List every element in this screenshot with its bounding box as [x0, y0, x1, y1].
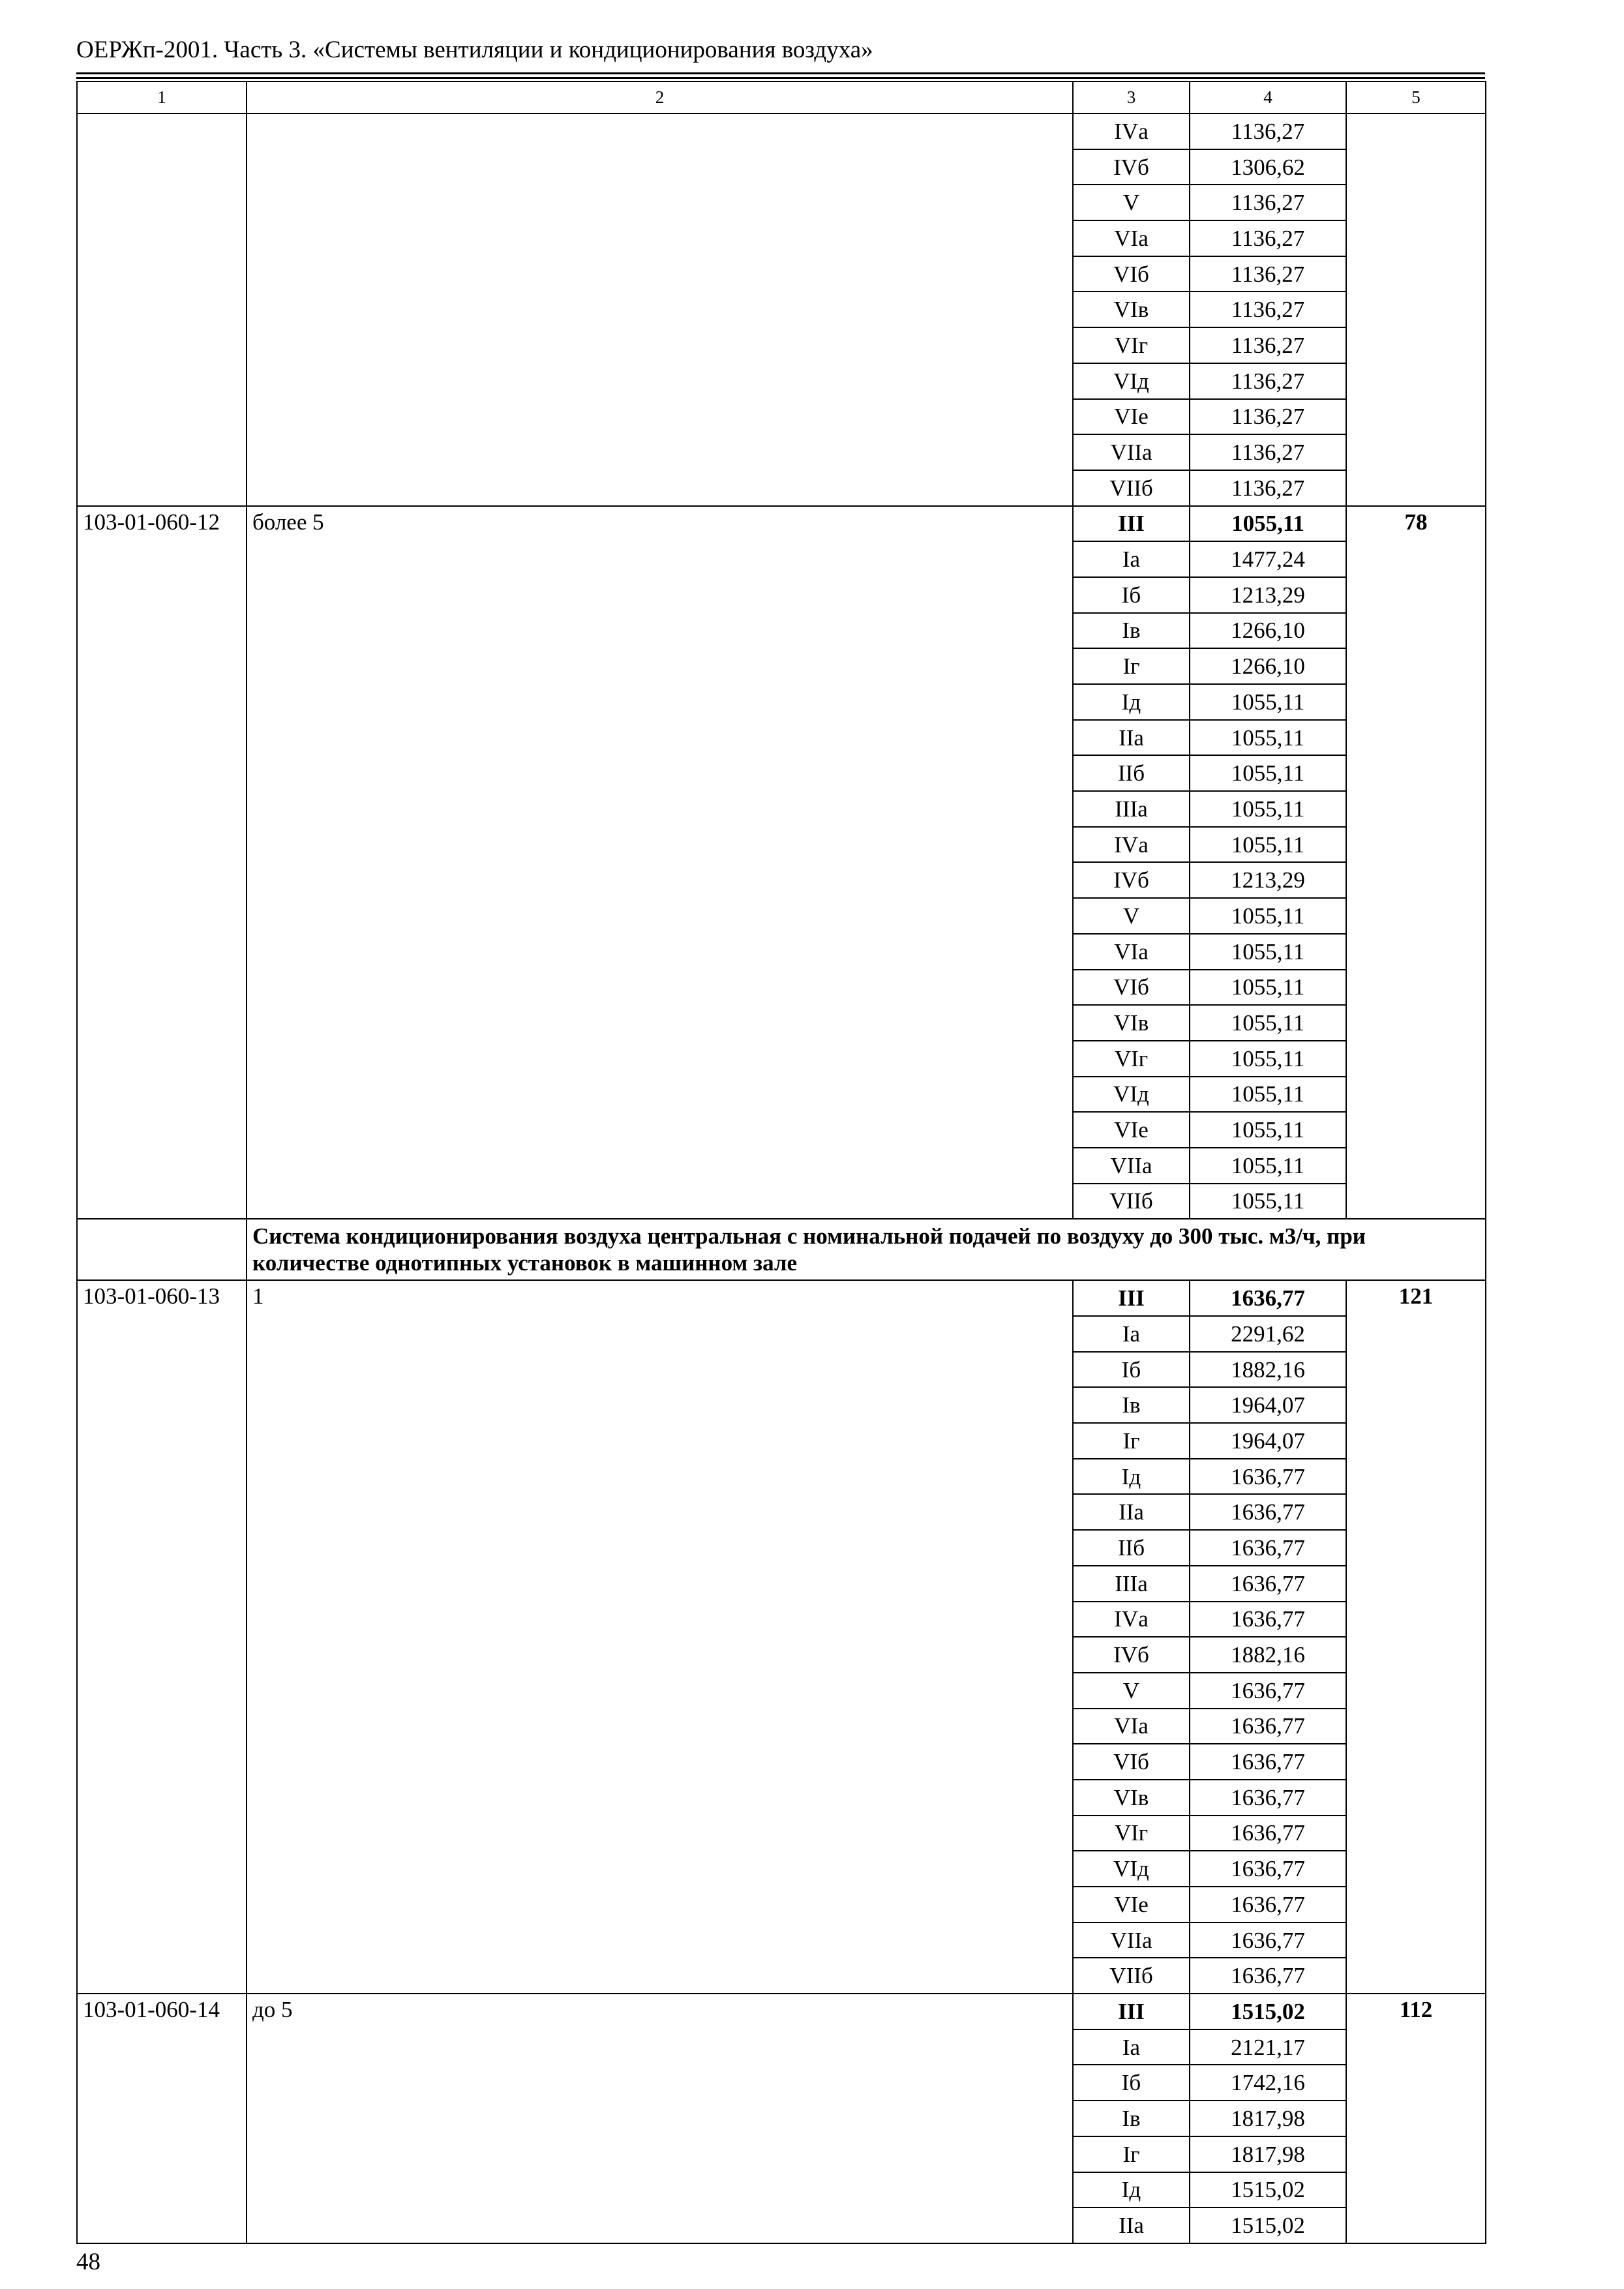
price-cell: 1136,27: [1190, 434, 1346, 470]
zone-cell: VIд: [1073, 363, 1190, 399]
table-row-main: [77, 1280, 1486, 1316]
price-cell: 1636,77: [1190, 1494, 1346, 1530]
price-cell: 1213,29: [1190, 577, 1346, 613]
price-cell: 1055,11: [1190, 827, 1346, 863]
zone-cell: Iа: [1073, 2029, 1190, 2065]
zone-cell: Iб: [1073, 2065, 1190, 2101]
price-cell: 1636,77: [1190, 1780, 1346, 1816]
price-cell: 1636,77: [1190, 1459, 1346, 1495]
zone-cell: Iв: [1073, 613, 1190, 649]
price-cell: 1636,77: [1190, 1887, 1346, 1922]
zone-cell: IVа: [1073, 1602, 1190, 1638]
zone-cell: VIб: [1073, 970, 1190, 1006]
section-header-row: [77, 1219, 1486, 1280]
price-cell: 1055,11: [1190, 1077, 1346, 1113]
price-cell: 1055,11: [1190, 684, 1346, 720]
zone-cell: VIе: [1073, 1887, 1190, 1922]
code-cell: [77, 113, 247, 506]
price-cell: 1515,02: [1190, 2207, 1346, 2243]
description-cell: более 5: [247, 506, 1073, 1219]
zone-cell: VIв: [1073, 1780, 1190, 1816]
price-cell: 1636,77: [1190, 1922, 1346, 1958]
description-cell: 1: [247, 1280, 1073, 1994]
zone-cell: IVб: [1073, 149, 1190, 185]
price-cell: 1817,98: [1190, 2136, 1346, 2172]
zone-cell: Iд: [1073, 1459, 1190, 1495]
zone-cell: IIIа: [1073, 1566, 1190, 1602]
document-header-title: ОЕРЖп-2001. Часть 3. «Системы вентиляции и кондиционирования воздуха»: [76, 37, 873, 63]
zone-cell: VIе: [1073, 1112, 1190, 1148]
zone-cell: Iа: [1073, 541, 1190, 577]
header-rule-top: [76, 72, 1485, 74]
zone-cell: Iа: [1073, 1316, 1190, 1352]
price-cell: 1055,11: [1190, 970, 1346, 1006]
price-cell: 1636,77: [1190, 1566, 1346, 1602]
zone-cell: IIб: [1073, 1530, 1190, 1566]
zone-cell: IVа: [1073, 827, 1190, 863]
section-title: Система кондиционирования воздуха центральная с номинальной подачей по воздуху до 300 тыс. м3/ч, при количестве однотипных установок в машинном зале: [247, 1219, 1486, 1280]
zone-cell: Iб: [1073, 1352, 1190, 1388]
zone-cell: Iд: [1073, 684, 1190, 720]
zone-cell: VIIб: [1073, 470, 1190, 506]
zone-cell: VIIб: [1073, 1184, 1190, 1219]
col5-cell: 121: [1346, 1280, 1486, 1994]
price-cell: 1055,11: [1190, 1041, 1346, 1077]
price-cell: 1055,11: [1190, 1184, 1346, 1219]
price-cell-main: 1515,02: [1190, 1994, 1346, 2029]
zone-cell: IVа: [1073, 113, 1190, 149]
price-cell: 1213,29: [1190, 862, 1346, 898]
price-cell: 1306,62: [1190, 149, 1346, 185]
column-number: 1: [77, 82, 247, 113]
col5-cell: [1346, 113, 1486, 506]
zone-cell: Iг: [1073, 648, 1190, 684]
price-cell: 1136,27: [1190, 292, 1346, 327]
zone-cell: V: [1073, 898, 1190, 934]
zone-cell: VIа: [1073, 1709, 1190, 1744]
description-cell: [247, 113, 1073, 506]
zone-cell: VIа: [1073, 934, 1190, 970]
zone-cell: VIе: [1073, 399, 1190, 435]
column-number: 5: [1346, 82, 1486, 113]
zone-cell: Iб: [1073, 577, 1190, 613]
price-cell: 1636,77: [1190, 1709, 1346, 1744]
price-cell: 1136,27: [1190, 327, 1346, 363]
price-cell: 1477,24: [1190, 541, 1346, 577]
price-cell: 1055,11: [1190, 934, 1346, 970]
price-table: [76, 81, 1486, 2244]
zone-cell: IIб: [1073, 755, 1190, 791]
zone-cell: VIг: [1073, 327, 1190, 363]
price-table-body: [77, 82, 1486, 2243]
zone-cell: IIа: [1073, 2207, 1190, 2243]
column-number: 2: [247, 82, 1073, 113]
zone-cell: Iд: [1073, 2172, 1190, 2208]
zone-cell: VIг: [1073, 1816, 1190, 1851]
zone-cell: Iг: [1073, 2136, 1190, 2172]
price-cell: 1882,16: [1190, 1637, 1346, 1673]
price-cell-main: 1055,11: [1190, 506, 1346, 542]
section-code-cell: [77, 1219, 247, 1280]
zone-cell-main: III: [1073, 506, 1190, 542]
zone-cell: VIIа: [1073, 434, 1190, 470]
price-cell: 1636,77: [1190, 1958, 1346, 1994]
price-cell: 2121,17: [1190, 2029, 1346, 2065]
price-cell: 1055,11: [1190, 755, 1346, 791]
price-cell: 1136,27: [1190, 185, 1346, 220]
zone-cell: VIв: [1073, 1005, 1190, 1041]
zone-cell: Iв: [1073, 2101, 1190, 2136]
zone-cell: VIв: [1073, 292, 1190, 327]
price-cell: 1636,77: [1190, 1851, 1346, 1887]
price-cell: 1055,11: [1190, 898, 1346, 934]
price-cell: 1136,27: [1190, 363, 1346, 399]
zone-cell: IVб: [1073, 862, 1190, 898]
price-cell: 1636,77: [1190, 1673, 1346, 1709]
code-cell: 103-01-060-12: [77, 506, 247, 1219]
page-number: 48: [76, 2249, 100, 2275]
zone-cell: IIа: [1073, 1494, 1190, 1530]
price-cell: 1882,16: [1190, 1352, 1346, 1388]
price-cell: 1964,07: [1190, 1423, 1346, 1459]
zone-cell: VIд: [1073, 1851, 1190, 1887]
zone-cell: IIIа: [1073, 791, 1190, 827]
zone-cell: IIа: [1073, 720, 1190, 756]
price-cell: 2291,62: [1190, 1316, 1346, 1352]
zone-cell: VIа: [1073, 220, 1190, 256]
zone-cell-main: III: [1073, 1280, 1190, 1316]
price-cell: 1136,27: [1190, 399, 1346, 435]
column-number-row: [77, 82, 1486, 113]
zone-cell-main: III: [1073, 1994, 1190, 2029]
zone-cell: VIг: [1073, 1041, 1190, 1077]
zone-cell: IVб: [1073, 1637, 1190, 1673]
price-cell: 1636,77: [1190, 1530, 1346, 1566]
zone-cell: VIIа: [1073, 1148, 1190, 1184]
zone-cell: VIIб: [1073, 1958, 1190, 1994]
price-cell: 1964,07: [1190, 1387, 1346, 1423]
zone-cell: VIб: [1073, 1744, 1190, 1780]
zone-cell: Iв: [1073, 1387, 1190, 1423]
price-cell: 1055,11: [1190, 720, 1346, 756]
zone-cell: V: [1073, 185, 1190, 220]
code-cell: 103-01-060-14: [77, 1994, 247, 2243]
price-cell: 1136,27: [1190, 113, 1346, 149]
price-cell: 1055,11: [1190, 1112, 1346, 1148]
price-cell: 1136,27: [1190, 220, 1346, 256]
zone-cell: V: [1073, 1673, 1190, 1709]
price-cell: 1742,16: [1190, 2065, 1346, 2101]
price-cell-main: 1636,77: [1190, 1280, 1346, 1316]
column-number: 3: [1073, 82, 1190, 113]
col5-cell: 78: [1346, 506, 1486, 1219]
col5-cell: 112: [1346, 1994, 1486, 2243]
price-cell: 1636,77: [1190, 1816, 1346, 1851]
price-cell: 1636,77: [1190, 1602, 1346, 1638]
description-cell: до 5: [247, 1994, 1073, 2243]
table-row: [77, 113, 1486, 149]
price-cell: 1055,11: [1190, 1148, 1346, 1184]
price-cell: 1266,10: [1190, 613, 1346, 649]
column-number: 4: [1190, 82, 1346, 113]
price-cell: 1136,27: [1190, 470, 1346, 506]
price-cell: 1055,11: [1190, 791, 1346, 827]
zone-cell: Iг: [1073, 1423, 1190, 1459]
price-cell: 1055,11: [1190, 1005, 1346, 1041]
zone-cell: VIд: [1073, 1077, 1190, 1113]
price-cell: 1817,98: [1190, 2101, 1346, 2136]
table-row-main: [77, 1994, 1486, 2029]
header-rule-bottom: [76, 77, 1485, 79]
code-cell: 103-01-060-13: [77, 1280, 247, 1994]
price-cell: 1515,02: [1190, 2172, 1346, 2208]
table-row-main: [77, 506, 1486, 542]
price-cell: 1136,27: [1190, 256, 1346, 292]
price-cell: 1636,77: [1190, 1744, 1346, 1780]
zone-cell: VIб: [1073, 256, 1190, 292]
zone-cell: VIIа: [1073, 1922, 1190, 1958]
price-cell: 1266,10: [1190, 648, 1346, 684]
